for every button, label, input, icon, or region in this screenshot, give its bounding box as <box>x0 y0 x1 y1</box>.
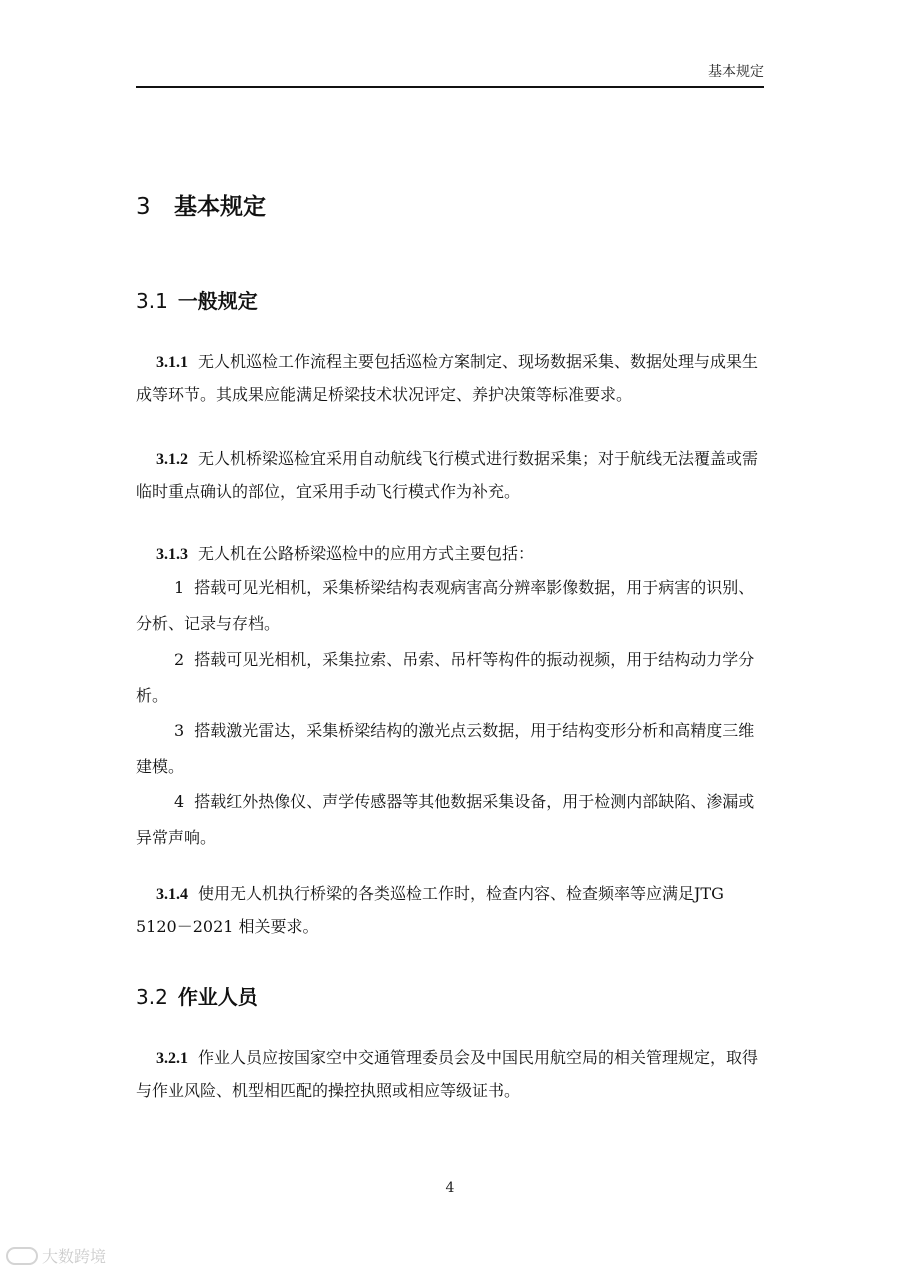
clause-text: 无人机桥梁巡检宜采用自动航线飞行模式进行数据采集；对于航线无法覆盖或需临时重点确认的部位，宜采用手动飞行模式作为补充。 <box>136 449 759 501</box>
page-number: 4 <box>445 1180 455 1196</box>
running-header-title: 基本规定 <box>708 64 764 80</box>
list-item-text: 搭载可见光相机，采集桥梁结构表观病害高分辨率影像数据，用于病害的识别、分析、记录与存档。 <box>136 578 755 633</box>
clause-text: 无人机在公路桥梁巡检中的应用方式主要包括： <box>198 544 535 563</box>
clause-text: 作业人员应按国家空中交通管理委员会及中国民用航空局的相关管理规定，取得与作业风险、机型相匹配的操控执照或相应等级证书。 <box>136 1048 759 1100</box>
clause-number: 3.1.1 <box>156 354 188 371</box>
clause-3-1-1 <box>136 346 764 411</box>
section-title-text: 作业人员 <box>177 985 258 1009</box>
section-title-3-2 <box>136 981 258 1010</box>
clause-number: 3.1.2 <box>156 451 188 468</box>
clause-3-1-2 <box>136 443 764 508</box>
list-item-number: 1 <box>174 578 185 597</box>
clause-number: 3.1.3 <box>156 546 188 563</box>
watermark-logo-icon <box>6 1247 38 1265</box>
list-item-2 <box>136 642 764 714</box>
watermark <box>6 1244 106 1267</box>
list-item-text: 搭载可见光相机，采集拉索、吊索、吊杆等构件的振动视频，用于结构动力学分析。 <box>136 650 755 705</box>
clause-number: 3.1.4 <box>156 886 188 903</box>
list-item-number: 2 <box>174 650 185 669</box>
chapter-title-text: 基本规定 <box>174 194 266 220</box>
list-item-text: 搭载红外热像仪、声学传感器等其他数据采集设备，用于检测内部缺陷、渗漏或异常声响。 <box>136 792 755 847</box>
section-title-text: 一般规定 <box>177 289 258 313</box>
list-item-number: 4 <box>174 792 185 811</box>
clause-text: 无人机巡检工作流程主要包括巡检方案制定、现场数据采集、数据处理与成果生成等环节。其成果应能满足桥梁技术状况评定、养护决策等标准要求。 <box>136 352 759 404</box>
list-item-text: 搭载激光雷达，采集桥梁结构的激光点云数据，用于结构变形分析和高精度三维建模。 <box>136 721 755 776</box>
list-item-4 <box>136 784 764 856</box>
clause-number: 3.2.1 <box>156 1050 188 1067</box>
clause-text: 使用无人机执行桥梁的各类巡检工作时，检查内容、检查频率等应满足JTG 5120－2021 相关要求。 <box>136 884 724 936</box>
section-number: 3.1 <box>136 289 168 313</box>
chapter-number: 3 <box>136 194 151 220</box>
list-item-1 <box>136 570 764 642</box>
section-number: 3.2 <box>136 985 168 1009</box>
list-item-3 <box>136 713 764 785</box>
clause-3-1-3 <box>136 538 764 571</box>
section-title-3-1 <box>136 285 258 314</box>
watermark-text: 大数跨境 <box>42 1247 107 1266</box>
chapter-title <box>136 188 266 221</box>
page-header <box>136 58 764 88</box>
list-item-number: 3 <box>174 721 185 740</box>
clause-3-2-1 <box>136 1042 764 1107</box>
clause-3-1-4 <box>136 878 764 943</box>
